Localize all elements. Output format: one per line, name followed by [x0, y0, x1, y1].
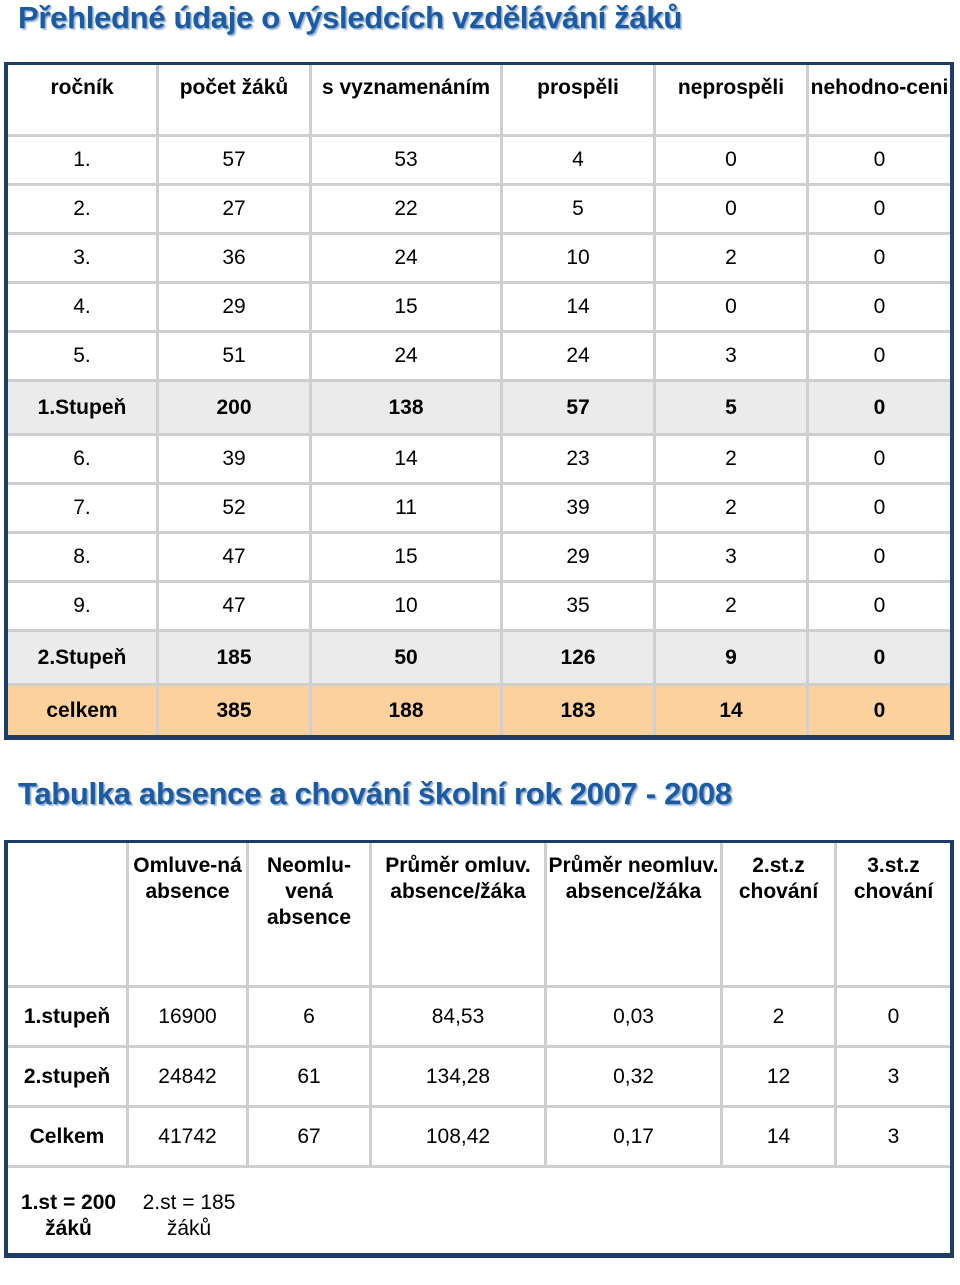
column-header: 3.st.z chování	[837, 843, 950, 988]
table-cell: 57	[503, 382, 656, 436]
table-row	[8, 1048, 950, 1108]
table-cell: 2	[656, 583, 809, 632]
table-cell: 3	[656, 333, 809, 382]
table-cell: 8.	[8, 534, 159, 583]
table-row	[8, 436, 950, 485]
table-row	[8, 534, 950, 583]
table-cell: 1.	[8, 137, 159, 186]
table-cell: 108,42	[372, 1108, 547, 1168]
table-cell: 138	[312, 382, 503, 436]
table-cell: 1.stupeň	[8, 988, 129, 1048]
table-cell: 27	[159, 186, 312, 235]
note-first-level: 1.st = 200 žáků	[20, 1191, 117, 1240]
table-row	[8, 137, 950, 186]
total-row	[8, 686, 950, 735]
table-cell: 39	[159, 436, 312, 485]
table-cell: 14	[656, 686, 809, 735]
table-header-row	[8, 65, 950, 137]
column-header: s vyznamenáním	[312, 65, 503, 137]
table-cell: 0,03	[547, 988, 723, 1048]
table-cell: 39	[503, 485, 656, 534]
table-cell: 200	[159, 382, 312, 436]
table-cell: 1.Stupeň	[8, 382, 159, 436]
table-cell: 47	[159, 534, 312, 583]
table-cell: 51	[159, 333, 312, 382]
note-second-level: 2.st = 185 žáků	[142, 1191, 236, 1240]
table-cell: 0	[809, 284, 950, 333]
table-cell: 2.	[8, 186, 159, 235]
column-header: 2.st.z chování	[723, 843, 837, 988]
table-cell: 23	[503, 436, 656, 485]
table-cell: 24	[312, 333, 503, 382]
table-cell: 0	[809, 534, 950, 583]
table-cell: 14	[723, 1108, 837, 1168]
column-header: neprospěli	[656, 65, 809, 137]
table-cell: 0	[809, 686, 950, 735]
table-cell: 29	[159, 284, 312, 333]
table-cell: 0,17	[547, 1108, 723, 1168]
column-header: Omluve-ná absence	[129, 843, 249, 988]
table-cell: 185	[159, 632, 312, 686]
column-header: počet žáků	[159, 65, 312, 137]
table-cell: 22	[312, 186, 503, 235]
table-cell: 0	[809, 632, 950, 686]
page-title: Přehledné údaje o výsledcích vzdělávání žáků	[18, 0, 682, 35]
column-header: prospěli	[503, 65, 656, 137]
table-cell: 24842	[129, 1048, 249, 1108]
table-cell: 0	[656, 186, 809, 235]
table-cell: 9.	[8, 583, 159, 632]
table-cell: 50	[312, 632, 503, 686]
table-cell: 3.	[8, 235, 159, 284]
table-header-row	[8, 843, 950, 988]
table-cell: 5.	[8, 333, 159, 382]
table-cell: 3	[837, 1048, 950, 1108]
table-cell: 24	[503, 333, 656, 382]
table-cell: 0	[809, 333, 950, 382]
table-cell: 12	[723, 1048, 837, 1108]
table-cell: 84,53	[372, 988, 547, 1048]
table-cell: 14	[503, 284, 656, 333]
table-cell: 24	[312, 235, 503, 284]
table-row	[8, 583, 950, 632]
table-cell: 6	[249, 988, 372, 1048]
column-header: nehodno-ceni	[809, 65, 950, 137]
table-cell: 6.	[8, 436, 159, 485]
table-cell: 67	[249, 1108, 372, 1168]
table-cell: 126	[503, 632, 656, 686]
table-cell: 134,28	[372, 1048, 547, 1108]
column-header: Průměr neomluv. absence/žáka	[547, 843, 723, 988]
table-cell: 5	[656, 382, 809, 436]
table-cell: 0	[809, 186, 950, 235]
table-row	[8, 333, 950, 382]
table-cell: 0	[809, 382, 950, 436]
table-cell: 2	[723, 988, 837, 1048]
table-cell: 3	[656, 534, 809, 583]
table-row	[8, 235, 950, 284]
table-cell: 9	[656, 632, 809, 686]
table-row	[8, 988, 950, 1048]
table-cell: 5	[503, 186, 656, 235]
table-cell: 35	[503, 583, 656, 632]
table-cell: 10	[312, 583, 503, 632]
column-header: ročník	[8, 65, 159, 137]
empty-cell	[249, 1168, 950, 1253]
note-row	[8, 1168, 950, 1253]
table-cell: 0	[837, 988, 950, 1048]
absence-table	[4, 840, 954, 1258]
table-cell: 57	[159, 137, 312, 186]
table-cell: 0	[809, 137, 950, 186]
table-cell: 183	[503, 686, 656, 735]
table-cell: 385	[159, 686, 312, 735]
table-cell: 4	[503, 137, 656, 186]
table-cell: 15	[312, 534, 503, 583]
table-cell: 2.stupeň	[8, 1048, 129, 1108]
table-cell: 11	[312, 485, 503, 534]
table-cell: 14	[312, 436, 503, 485]
table-row	[8, 1108, 950, 1168]
table-cell: 10	[503, 235, 656, 284]
column-header: Průměr omluv. absence/žáka	[372, 843, 547, 988]
table-cell: 2.Stupeň	[8, 632, 159, 686]
table-cell: 36	[159, 235, 312, 284]
absence-table-title: Tabulka absence a chování školní rok 2007 - 2008	[18, 776, 732, 811]
table-cell: 61	[249, 1048, 372, 1108]
table-cell: 2	[656, 436, 809, 485]
table-cell: 7.	[8, 485, 159, 534]
table-row	[8, 186, 950, 235]
table-row	[8, 284, 950, 333]
table-cell: 2	[656, 235, 809, 284]
table-cell: 0	[656, 137, 809, 186]
table-cell: 188	[312, 686, 503, 735]
table-cell: 52	[159, 485, 312, 534]
table-cell: 4.	[8, 284, 159, 333]
table-cell: 53	[312, 137, 503, 186]
table-cell: 0	[809, 583, 950, 632]
table-cell: 0	[809, 436, 950, 485]
subtotal-row	[8, 382, 950, 436]
table-cell: 0,32	[547, 1048, 723, 1108]
table-cell: 3	[837, 1108, 950, 1168]
subtotal-row	[8, 632, 950, 686]
table-cell: celkem	[8, 686, 159, 735]
table-cell: Celkem	[8, 1108, 129, 1168]
table-cell: 15	[312, 284, 503, 333]
table-cell: 0	[809, 485, 950, 534]
table-cell: 47	[159, 583, 312, 632]
table-cell: 2	[656, 485, 809, 534]
results-table	[4, 62, 954, 740]
column-header	[8, 843, 129, 988]
table-row	[8, 485, 950, 534]
column-header: Neomlu-vená absence	[249, 843, 372, 988]
table-cell: 41742	[129, 1108, 249, 1168]
table-cell: 0	[809, 235, 950, 284]
table-cell: 29	[503, 534, 656, 583]
table-cell: 16900	[129, 988, 249, 1048]
table-cell: 0	[656, 284, 809, 333]
